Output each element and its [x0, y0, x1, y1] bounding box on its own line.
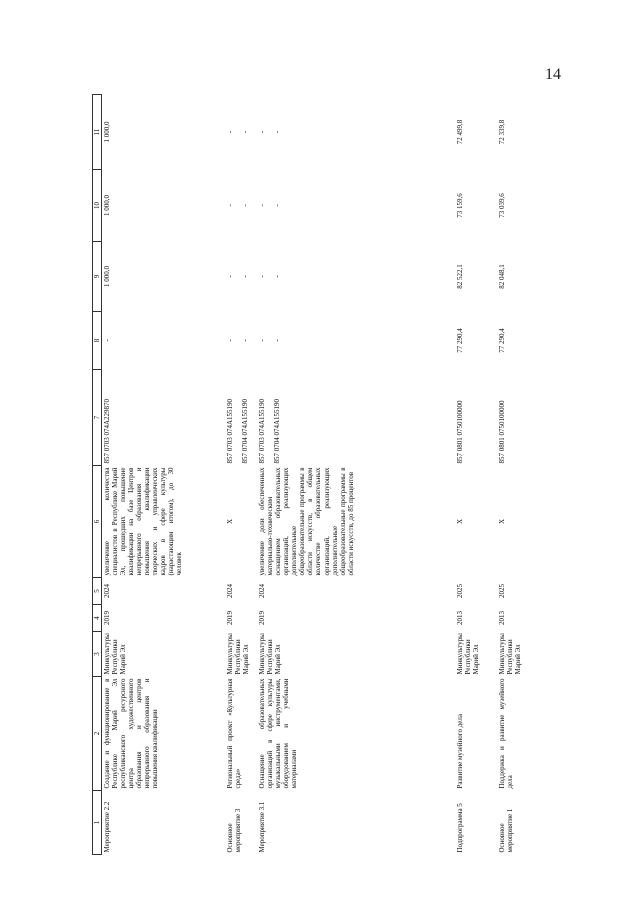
row-budget-code	[225, 370, 257, 466]
table-row	[257, 95, 455, 855]
row-value-col9	[102, 242, 226, 312]
row-name: Оснащение образовательных организаций в сфере культуры музыкальными инструментами, оборудованием и учебными материалами	[258, 678, 299, 789]
program-activities-table	[92, 94, 539, 855]
row-name: Развитие музейного дела	[456, 714, 465, 789]
value-line: -	[226, 204, 235, 207]
row-result: Х	[226, 518, 235, 525]
budget-code-line: 857 0801 0750100000	[456, 400, 465, 464]
row-executor: Минкультуры Республики Марий Эл	[226, 633, 251, 675]
row-value-col10	[497, 170, 539, 242]
value-line: -	[241, 275, 250, 278]
row-executor: Минкультуры Республики Марий Эл	[103, 633, 128, 675]
row-end-year: 2024	[258, 584, 267, 598]
value-line: 1 000,0	[103, 266, 112, 287]
row-executor: Минкультуры Республики Марий Эл	[498, 633, 523, 675]
value-line: -	[273, 204, 282, 207]
row-code: Основное мероприятие 1	[498, 808, 515, 853]
value-line: 82 048,1	[498, 264, 507, 289]
row-end-year: 2025	[456, 584, 465, 598]
value-line: 73 039,6	[498, 193, 507, 218]
value-line: -	[273, 339, 282, 342]
value-line: 73 159,6	[456, 193, 465, 218]
row-start-year: 2019	[258, 611, 267, 625]
value-line: 77 290,4	[498, 328, 507, 353]
row-result: Х	[456, 518, 465, 525]
header-col-2: 2	[93, 677, 102, 791]
row-end-year: 2024	[226, 584, 235, 598]
row-start-year: 2019	[103, 611, 112, 625]
row-value-col8	[257, 312, 455, 370]
value-line: -	[273, 130, 282, 134]
value-line: -	[103, 339, 112, 342]
row-value-col9	[497, 242, 539, 312]
row-end-year: 2025	[498, 584, 507, 598]
header-col-9: 9	[93, 242, 102, 312]
header-col-1: 1	[93, 791, 102, 855]
row-executor: Минкультуры Республики Марий Эл	[456, 633, 481, 675]
header-col-8: 8	[93, 312, 102, 370]
value-line: -	[226, 339, 235, 342]
table-row	[455, 95, 497, 855]
row-value-col8	[102, 312, 226, 370]
value-line: 72 339,8	[498, 119, 507, 145]
value-line: 77 290,4	[456, 328, 465, 353]
row-value-col11	[455, 95, 497, 170]
row-value-col9	[257, 242, 455, 312]
value-line: 82 522,1	[456, 264, 465, 289]
row-name: Создание и функционирование в Республике Марий Эл республиканского ресурсного центра художественного образования и центров непрерывного образования и повышения квалификации	[103, 678, 160, 789]
row-budget-code	[102, 370, 226, 466]
row-value-col9	[455, 242, 497, 312]
row-result: увеличение доли обеспеченных материально-техническим оснащением образовательных организаций, реализующих дополнительные общеобразовательные программы в области искусств, в общем количестве образовательных организаций, реализующих дополнительные общеобразовательные программы в области искусств, до 85 процентов	[258, 467, 355, 576]
header-col-3: 3	[93, 632, 102, 677]
row-budget-code	[497, 370, 539, 466]
row-budget-code	[257, 370, 455, 466]
budget-code-line: 857 0703 074A155190	[226, 398, 235, 464]
rotated-table-sheet	[92, 95, 540, 855]
header-col-7: 7	[93, 370, 102, 466]
row-value-col11	[497, 95, 539, 170]
row-budget-code	[455, 370, 497, 466]
header-col-11: 11	[93, 95, 102, 170]
row-start-year: 2013	[498, 611, 507, 625]
row-value-col8	[225, 312, 257, 370]
value-line: -	[241, 339, 250, 342]
row-executor: Минкультуры Республики Марий Эл	[258, 633, 283, 675]
table-row	[102, 95, 226, 855]
value-line: 1 000,0	[103, 195, 112, 216]
row-value-col11	[102, 95, 226, 170]
row-name: Региональный проект «Культурная среда»	[226, 678, 243, 789]
budget-code-line: 857 0703 074A229870	[103, 398, 112, 464]
row-result: увеличение количества специалистов в Республике Марий Эл, прошедших повышение квалификации на базе Центров непрерывного образования и повышения квалификации творческих и управленческих кадров в сфере культуры (нарастающим итогом), до 30 человек	[103, 467, 184, 576]
row-value-col10	[455, 170, 497, 242]
row-value-col10	[102, 170, 226, 242]
row-value-col11	[257, 95, 455, 170]
value-line: 72 499,8	[456, 119, 465, 145]
row-value-col8	[497, 312, 539, 370]
row-code: Основное мероприятие 3	[226, 808, 243, 853]
value-line: -	[241, 130, 250, 134]
row-value-col10	[225, 170, 257, 242]
value-line: -	[241, 204, 250, 207]
budget-code-line: 857 0703 074A155190	[258, 398, 267, 464]
budget-code-line: 857 0704 074A155190	[241, 398, 250, 464]
row-name: Поддержка и развитие музейного дела	[498, 678, 515, 789]
header-col-4: 4	[93, 605, 102, 632]
value-line: 1 000,0	[103, 121, 112, 143]
row-value-col8	[455, 312, 497, 370]
row-code: Подпрограмма 5	[456, 803, 465, 853]
value-line: -	[258, 275, 267, 278]
header-col-10: 10	[93, 170, 102, 242]
row-value-col9	[225, 242, 257, 312]
table-row	[497, 95, 539, 855]
value-line: -	[258, 130, 267, 134]
row-start-year: 2019	[226, 611, 235, 625]
row-code: Мероприятие 2.2	[103, 801, 112, 853]
row-value-col10	[257, 170, 455, 242]
row-start-year: 2013	[456, 611, 465, 625]
page-number: 14	[545, 66, 561, 83]
value-line: -	[273, 275, 282, 278]
value-line: -	[258, 339, 267, 342]
row-code: Мероприятие 3.1	[258, 801, 267, 853]
header-col-5: 5	[93, 578, 102, 605]
column-number-header	[93, 95, 102, 855]
value-line: -	[226, 130, 235, 134]
header-col-6: 6	[93, 466, 102, 578]
budget-code-line: 857 0801 0750100000	[498, 400, 507, 464]
row-end-year: 2024	[103, 584, 112, 598]
table-row	[225, 95, 257, 855]
budget-code-line: 857 0704 074A155190	[273, 398, 282, 464]
row-result: Х	[498, 518, 507, 525]
value-line: -	[226, 275, 235, 278]
value-line: -	[258, 204, 267, 207]
row-value-col11	[225, 95, 257, 170]
